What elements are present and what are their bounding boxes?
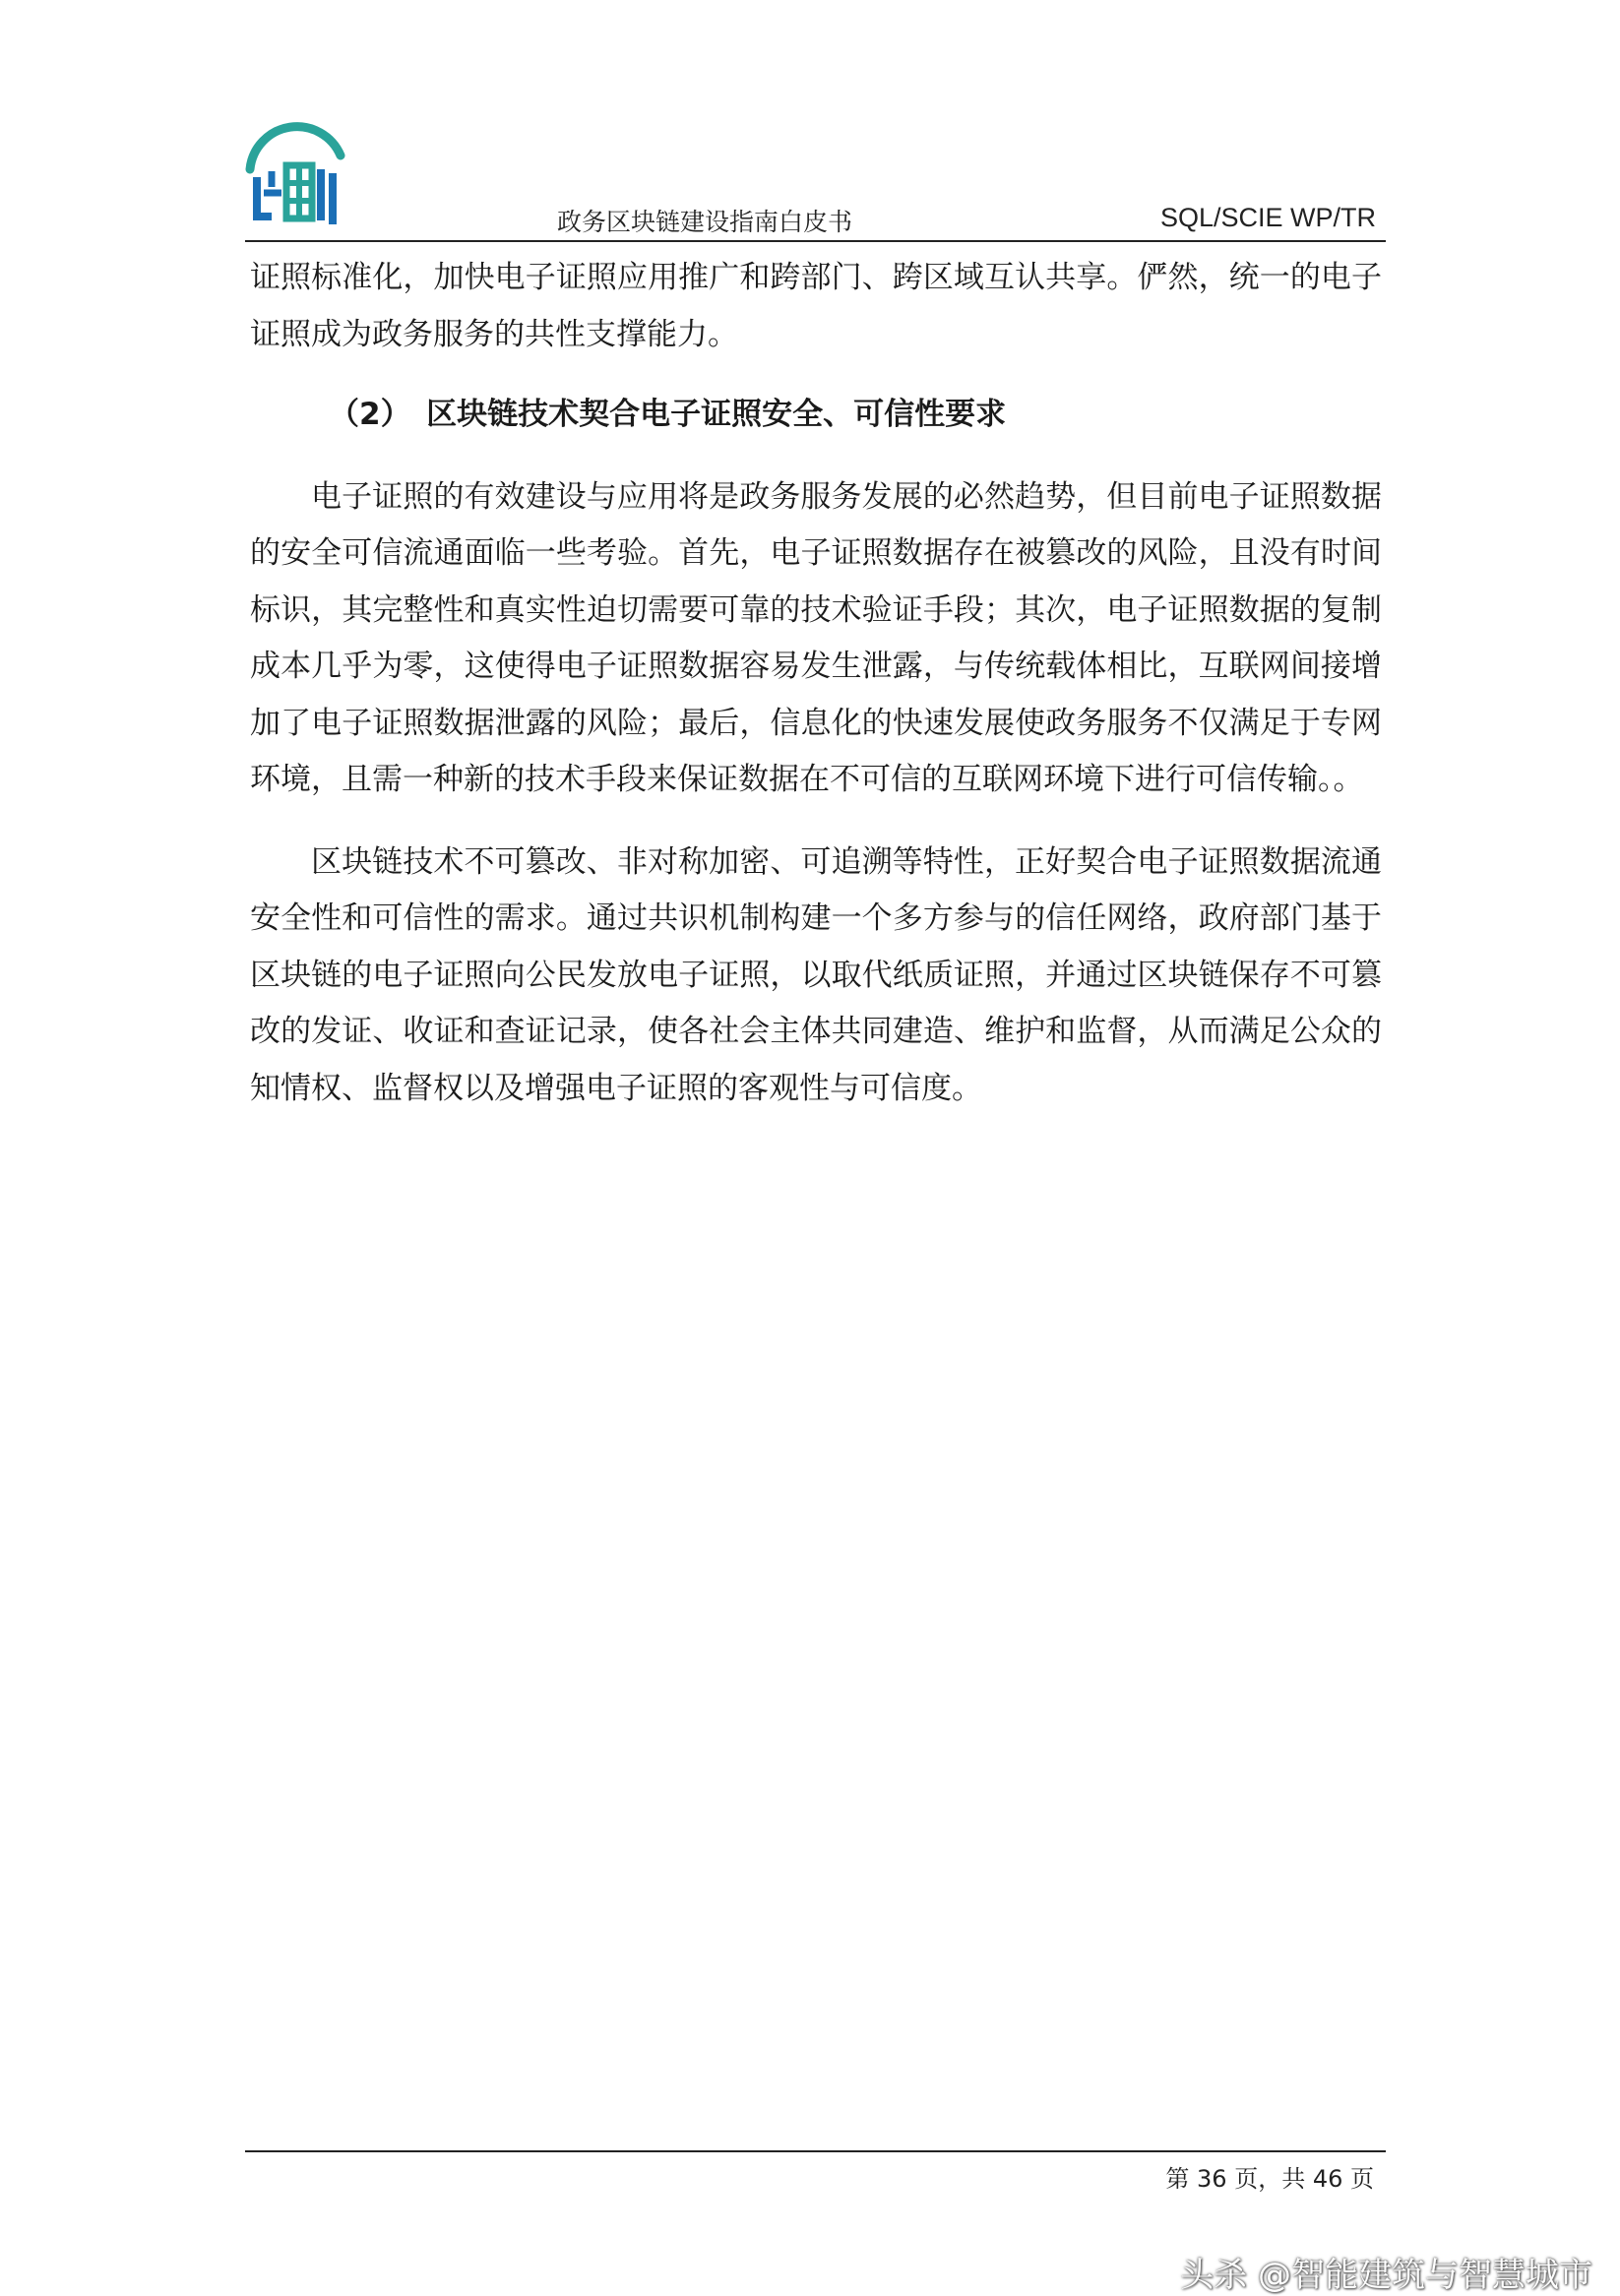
paragraph: 电子证照的有效建设与应用将是政务服务发展的必然趋势，但目前电子证照数据的安全可信流通面临一些考验。首先，电子证照数据存在被篡改的风险，且没有时间标识，其完整性和真实性迫切需要可靠的技术验证手段；其次，电子证照数据的复制成本几乎为零，这使得电子证照数据容易发生泄露，与传统载体相比，互联网间接增加了电子证照数据泄露的风险；最后，信息化的快速发展使政务服务不仅满足于专网环境，且需一种新的技术手段来保证数据在不可信的互联网环境下进行可信传输。。: [250, 478, 1382, 797]
header-code: SQL/SCIE WP/TR: [1159, 203, 1376, 232]
watermark: 头杀 @智能建筑与智慧城市: [1180, 2256, 1592, 2295]
logo-icon: [242, 122, 350, 230]
paragraph: 区块链技术不可篡改、非对称加密、可追溯等特性，正好契合电子证照数据流通安全性和可信性的需求。通过共识机制构建一个多方参与的信任网络，政府部门基于区块链的电子证照向公民发放电子证照，以取代纸质证照，并通过区块链保存不可篡改的发证、收证和查证记录，使各社会主体共同建造、维护和监督，从而满足公众的知情权、监督权以及增强电子证照的客观性与可信度。: [250, 843, 1382, 1106]
section-heading: （2） 区块链技术契合电子证照安全、可信性要求: [329, 397, 1007, 432]
page-number: 第 36 页，共 46 页: [1165, 2165, 1374, 2193]
footer-divider: [245, 2150, 1386, 2152]
paragraph: 证照标准化，加快电子证照应用推广和跨部门、跨区域互认共享。俨然，统一的电子证照成为政务服务的共性支撑能力。: [250, 260, 1382, 352]
header-divider: [245, 240, 1386, 242]
header-title: 政务区块链建设指南白皮书: [557, 208, 853, 236]
page-content: [250, 250, 1382, 1117]
